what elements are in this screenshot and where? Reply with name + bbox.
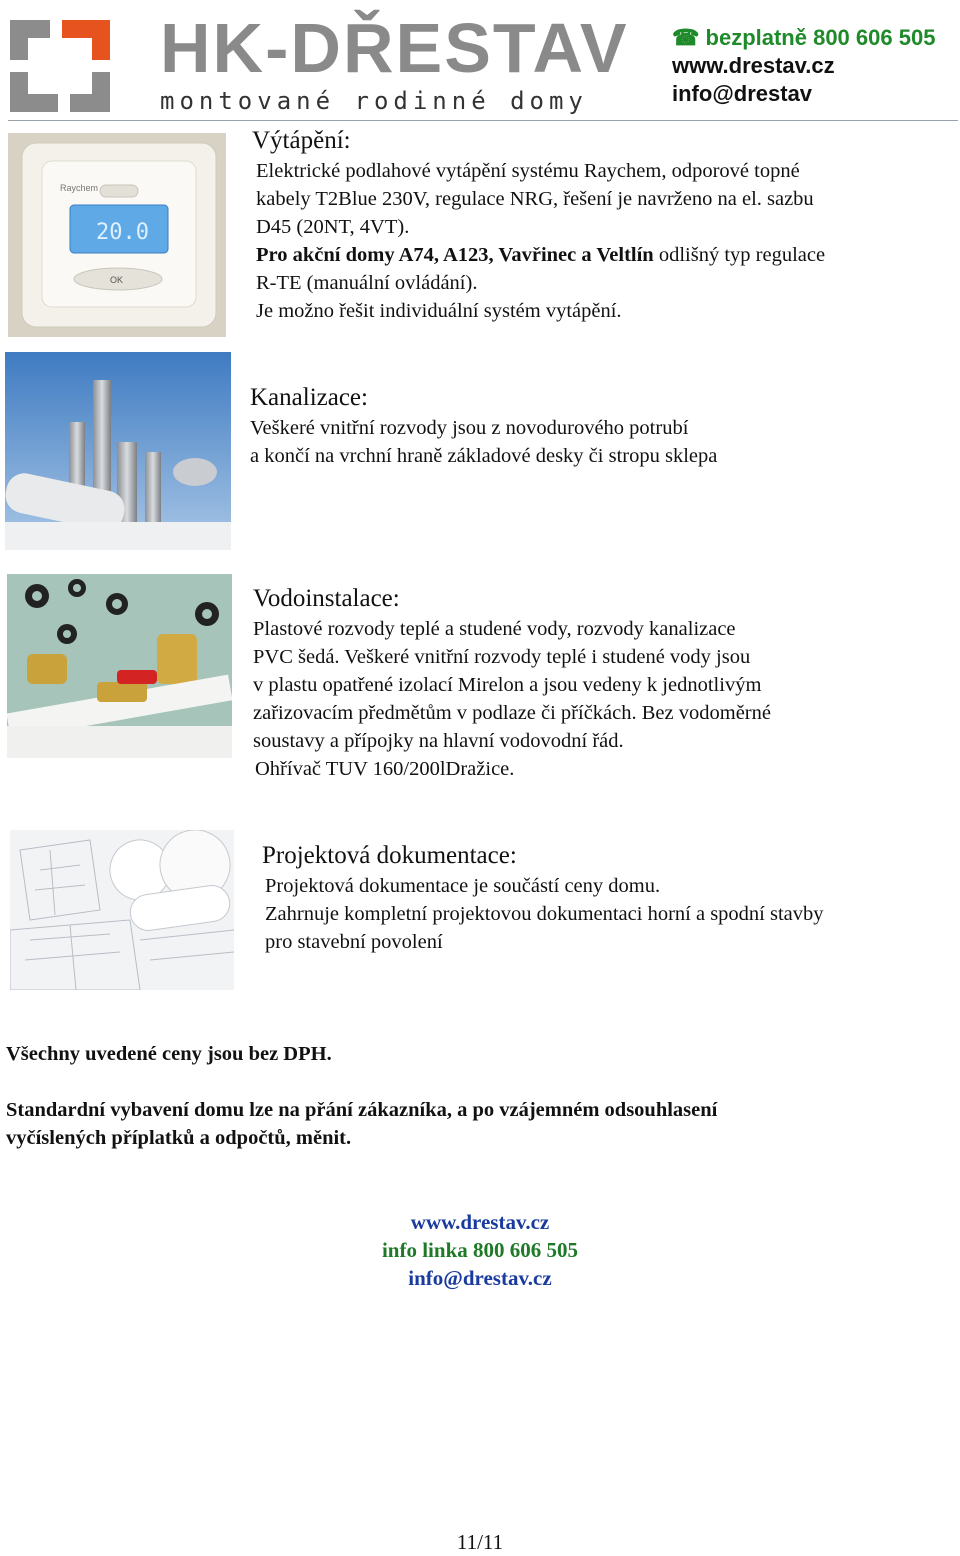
svg-text:20.0: 20.0 <box>96 220 149 245</box>
heating-line-3: D45 (20NT, 4VT). <box>256 216 410 238</box>
docs-line-1: Projektová dokumentace je součástí ceny domu. <box>265 875 661 897</box>
svg-text:Raychem: Raychem <box>60 183 99 193</box>
water-line-6: Ohřívač TUV 160/200lDražice. <box>255 758 515 780</box>
company-logo-mark <box>10 20 110 112</box>
page-number: 11/11 <box>456 1530 504 1554</box>
pipes-photo <box>5 352 231 550</box>
heating-line-5: R-TE (manuální ovládání). <box>256 272 478 294</box>
water-title: Vodoinstalace: <box>253 585 400 612</box>
water-line-3: v plastu opatřené izolací Mirelon a jsou vedeny k jednotlivým <box>253 674 762 696</box>
water-line-2: PVC šedá. Veškeré vnitřní rozvody teplé i studené vody jsou <box>253 646 751 668</box>
docs-title: Projektová dokumentace: <box>262 842 517 869</box>
brand-tagline: montované rodinné domy <box>160 87 588 115</box>
heating-title: Výtápění: <box>252 127 351 154</box>
sewer-title: Kanalizace: <box>250 384 368 411</box>
docs-line-2: Zahrnuje kompletní projektovou dokumentaci horní a spodní stavby <box>265 903 824 925</box>
heating-line-2: kabely T2Blue 230V, regulace NRG, řešení je navrženo na el. sazbu <box>256 188 814 210</box>
footer-email-link[interactable]: info@drestav.cz <box>408 1266 552 1290</box>
water-line-4: zařizovacím předmětům v podlaze či příčkách. Bez vodoměrné <box>253 702 771 724</box>
footer-info-line: info linka 800 606 505 <box>381 1238 579 1262</box>
brand-name: HK-DŘESTAV <box>160 9 629 87</box>
plumbing-photo <box>7 574 232 758</box>
standard-note-line-2: vyčíslených příplatků a odpočtů, měnit. <box>6 1127 352 1149</box>
header-email-link[interactable]: info@drestav <box>672 81 813 106</box>
thermostat-photo <box>8 133 226 337</box>
standard-note-line-1: Standardní vybavení domu lze na přání zákazníka, a po vzájemném odsouhlasení <box>6 1099 718 1121</box>
heating-line-4-rest: odlišný typ regulace <box>653 244 826 266</box>
svg-text:OK: OK <box>110 275 124 285</box>
heating-line-4 <box>256 241 825 269</box>
header-web-link[interactable]: www.drestav.cz <box>672 53 835 78</box>
sewer-line-1: Veškeré vnitřní rozvody jsou z novodurového potrubí <box>250 417 689 439</box>
docs-line-3: pro stavební povolení <box>265 931 443 953</box>
vat-note: Všechny uvedené ceny jsou bez DPH. <box>6 1043 332 1065</box>
water-line-1: Plastové rozvody teplé a studené vody, rozvody kanalizace <box>253 618 736 640</box>
water-line-5: soustavy a přípojky na hlavní vodovodní řád. <box>253 730 624 752</box>
header-divider <box>8 120 958 121</box>
blueprints-photo <box>10 830 234 990</box>
header-phone[interactable]: ☎ bezplatně 800 606 505 <box>672 25 936 50</box>
heating-line-1: Elektrické podlahové vytápění systému Raychem, odporové topné <box>256 160 800 182</box>
heating-line-6: Je možno řešit individuální systém vytápění. <box>256 300 622 322</box>
footer-web-link[interactable]: www.drestav.cz <box>410 1210 550 1234</box>
heating-bold-models: Pro akční domy A74, A123, Vavřinec a Veltlín <box>256 244 654 266</box>
sewer-line-2: a končí na vrchní hraně základové desky či stropu sklepa <box>250 445 718 467</box>
